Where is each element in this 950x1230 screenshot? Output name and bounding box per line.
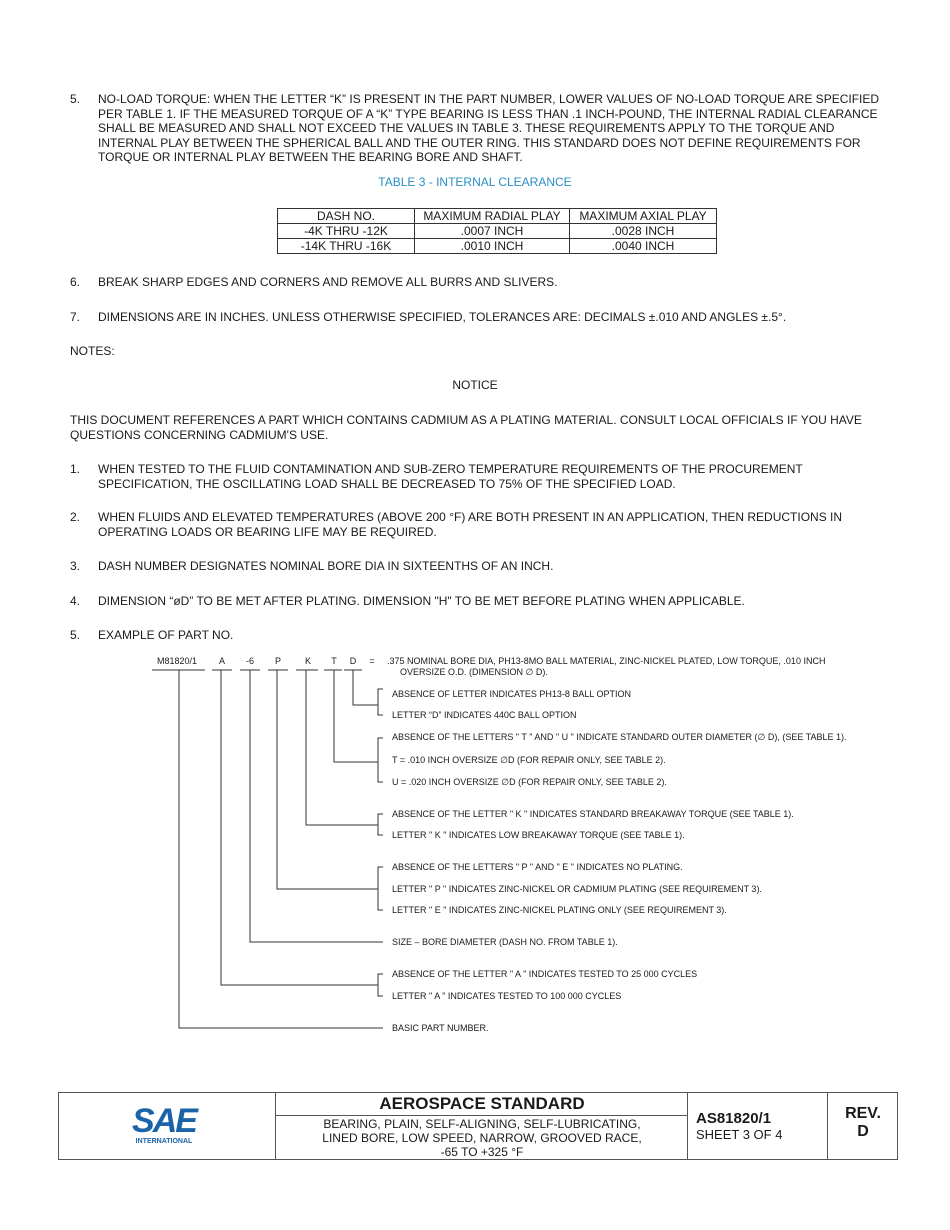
standard-title: AEROSPACE STANDARD [276,1093,688,1116]
note-text: WHEN FLUIDS AND ELEVATED TEMPERATURES (ABOVE 200 °F) ARE BOTH PRESENT IN AN APPLICATION, THEN REDUCTIONS IN OPERATING LOADS OR BEARING LIFE MAY BE REQUIRED. [98,510,843,539]
callout-lines [152,670,383,1028]
table-caption: TABLE 3 - INTERNAL CLEARANCE [378,175,572,189]
code-dash: -6 [245,656,254,666]
sae-logo-mark: SAE [132,1102,196,1140]
example-description: .375 NOMINAL BORE DIA, PH13-8MO BALL MATERIAL, ZINC-NICKEL PLATED, LOW TORQUE, .010 INCH [387,656,826,666]
label-d-present: LETTER “D” INDICATES 440C BALL OPTION [392,710,577,720]
document-number: AS81820/1 [696,1110,772,1127]
code-p: P [274,656,281,666]
standard-subtitle: BEARING, PLAIN, SELF-ALIGNING, SELF-LUBRICATING, LINED BORE, LOW SPEED, NARROW, GROOVED RACE, -65 TO +325 °F [322,1117,642,1159]
section-text: BREAK SHARP EDGES AND CORNERS AND REMOVE ALL BURRS AND SLIVERS. [98,275,558,289]
table-cell: -4K THRU -12K [278,224,415,239]
label-k-absent: ABSENCE OF THE LETTER " K " INDICATES STANDARD BREAKAWAY TORQUE (SEE TABLE 1). [392,809,794,819]
label-t-present: T = .010 INCH OVERSIZE ∅D (FOR REPAIR ONLY, SEE TABLE 2). [392,755,666,765]
label-size: SIZE – BORE DIAMETER (DASH NO. FROM TABLE 1). [392,937,618,947]
table-cell: -14K THRU -16K [278,239,415,254]
revision-value: D [857,1123,869,1140]
notice-text: THIS DOCUMENT REFERENCES A PART WHICH CONTAINS CADMIUM AS A PLATING MATERIAL. CONSULT LOCAL OFFICIALS IF YOU HAVE QUESTIONS CONCERNING CADMIUM'S USE. [70,413,862,442]
table-header: DASH NO. [278,209,415,224]
label-pe-absent: ABSENCE OF THE LETTERS " P " AND " E " INDICATES NO PLATING. [392,862,683,872]
table-cell: .0010 INCH [415,239,570,254]
example-description: OVERSIZE O.D. (DIMENSION ∅ D). [400,667,548,677]
code-k: K [304,656,311,666]
section-number: 6. [70,275,81,289]
notice-heading: NOTICE [452,378,498,392]
table-cell: .0007 INCH [415,224,570,239]
section-text: NO-LOAD TORQUE: WHEN THE LETTER “K” IS PRESENT IN THE PART NUMBER, LOWER VALUES OF NO-LOAD TORQUE ARE SPECIFIED PER TABLE 1. IF THE MEASURED TORQUE OF A “K” TYPE BEARING IS LESS THAN .1 INCH-POUND, THE INTERNAL RADIAL CLEARANCE SHALL BE MEASURED AND SHALL NOT EXCEED THE VALUES IN TABLE 3. THESE REQUIREMENTS APPLY TO THE TORQUE AND INTERNAL PLAY BETWEEN THE SPHERICAL BALL AND THE OUTER RING. THIS STANDARD DOES NOT DEFINE REQUIREMENTS FOR TORQUE OR INTERNAL PLAY BETWEEN THE BEARING BORE AND SHAFT. [98,92,880,164]
note-text: EXAMPLE OF PART NO. [98,628,234,642]
section-number: 5. [70,92,81,106]
label-a-absent: ABSENCE OF THE LETTER " A " INDICATES TESTED TO 25 000 CYCLES [392,969,698,979]
table-header: MAXIMUM RADIAL PLAY [415,209,570,224]
label-basic: BASIC PART NUMBER. [392,1023,489,1033]
note-number: 2. [70,510,81,524]
note-number: 4. [70,594,81,608]
revision-label: REV. [845,1105,881,1122]
table-cell: .0028 INCH [570,224,717,239]
note-text: WHEN TESTED TO THE FLUID CONTAMINATION AND SUB-ZERO TEMPERATURE REQUIREMENTS OF THE PROCUREMENT SPECIFICATION, THE OSCILLATING LOAD SHALL BE DECREASED TO 75% OF THE SPECIFIED LOAD. [98,462,803,491]
title-cell [275,1093,688,1159]
label-e-present: LETTER " E " INDICATES ZINC-NICKEL PLATING ONLY (SEE REQUIREMENT 3). [392,905,727,915]
note-text: DASH NUMBER DESIGNATES NOMINAL BORE DIA IN SIXTEENTHS OF AN INCH. [98,559,554,573]
sheet-number: SHEET 3 OF 4 [696,1127,783,1142]
sae-logo-sub: INTERNATIONAL [135,1138,193,1145]
label-d-absent: ABSENCE OF LETTER INDICATES PH13-8 BALL OPTION [392,689,632,699]
section-number: 7. [70,310,81,324]
section-text: DIMENSIONS ARE IN INCHES. UNLESS OTHERWISE SPECIFIED, TOLERANCES ARE: DECIMALS ±.010 AND ANGLES ±.5°. [98,310,787,324]
notes-heading: NOTES: [70,344,115,358]
title-block [58,1092,898,1160]
code-equals: = [369,656,375,666]
label-tu-absent: ABSENCE OF THE LETTERS " T " AND " U " INDICATE STANDARD OUTER DIAMETER (∅ D), (SEE TABLE 1). [392,732,847,742]
label-u-present: U = .020 INCH OVERSIZE ∅D (FOR REPAIR ONLY, SEE TABLE 2). [392,777,667,787]
label-k-present: LETTER " K " INDICATES LOW BREAKAWAY TORQUE (SEE TABLE 1). [392,830,685,840]
table-cell: .0040 INCH [570,239,717,254]
label-a-present: LETTER " A " INDICATES TESTED TO 100 000 CYCLES [392,991,622,1001]
code-d: D [349,656,357,666]
document-cell [687,1093,828,1159]
note-number: 1. [70,462,81,476]
code-t: T [331,656,337,666]
note-text: DIMENSION “øD” TO BE MET AFTER PLATING. DIMENSION "H" TO BE MET BEFORE PLATING WHEN APPLICABLE. [98,594,745,608]
note-number: 5. [70,628,81,642]
code-basic: M81820/1 [156,656,198,666]
table-header: MAXIMUM AXIAL PLAY [570,209,717,224]
revision-cell [827,1093,898,1159]
label-p-present: LETTER " P " INDICATES ZINC-NICKEL OR CADMIUM PLATING (SEE REQUIREMENT 3). [392,884,762,894]
note-number: 3. [70,559,81,573]
code-a: A [218,656,225,666]
sae-logo [129,1102,199,1149]
